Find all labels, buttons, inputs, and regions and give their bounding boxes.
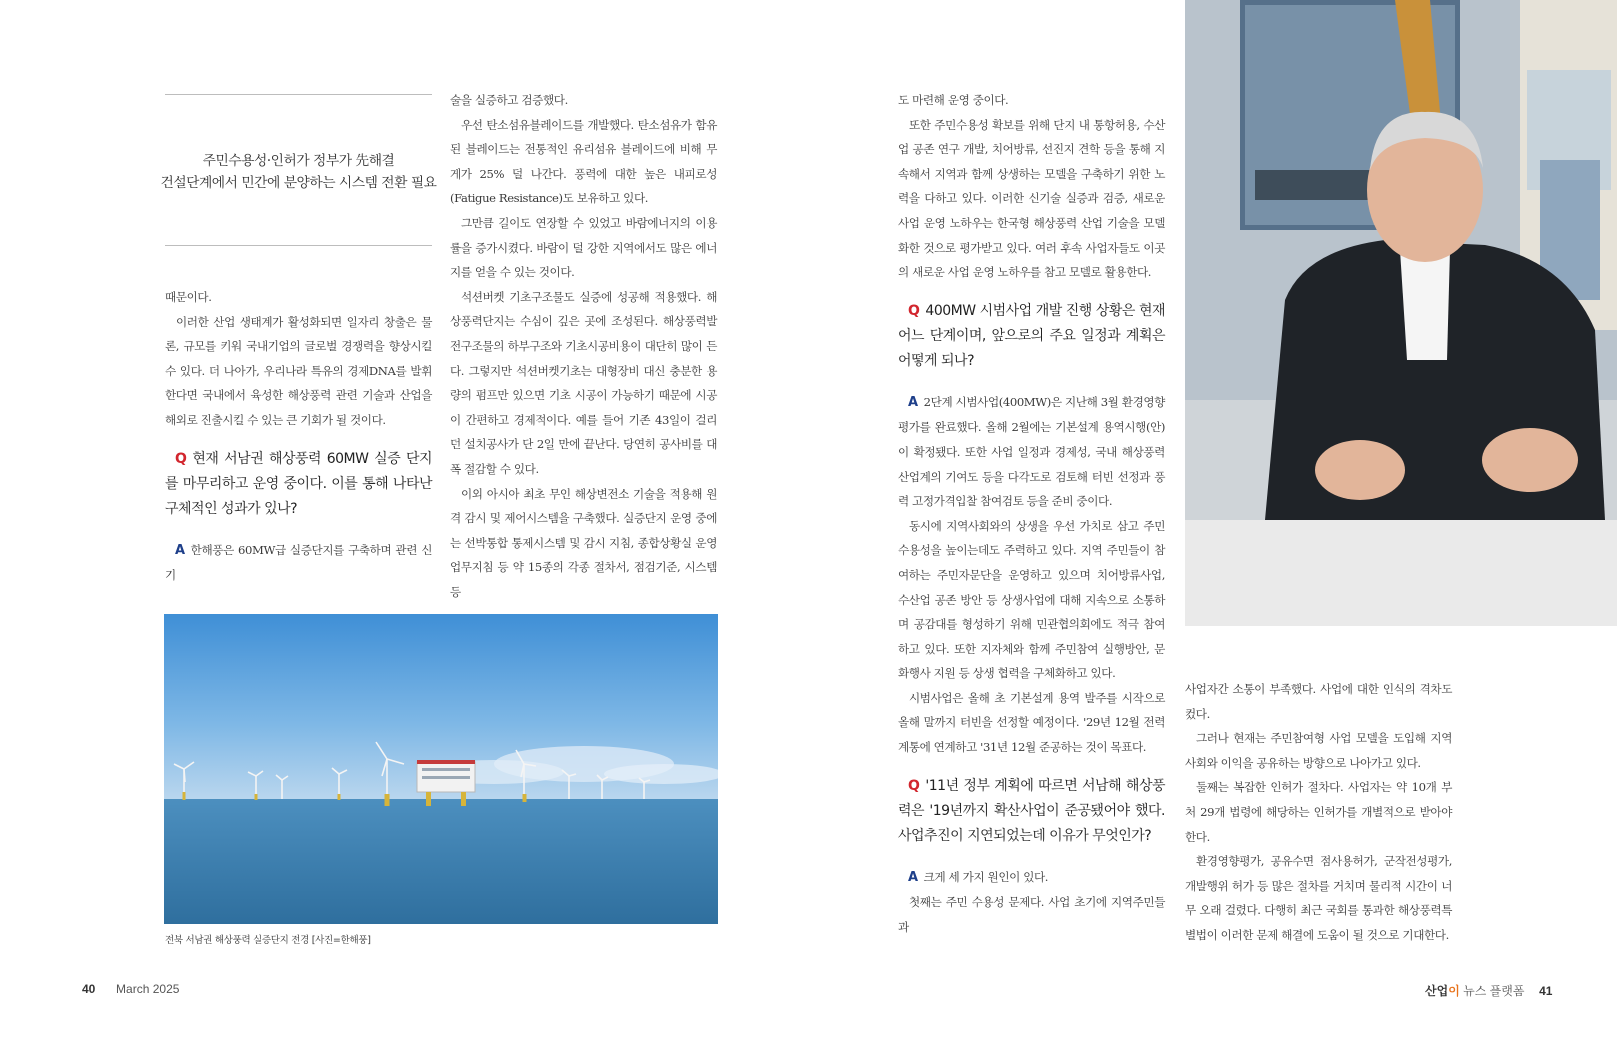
- article-column-1: [165, 285, 432, 588]
- answer: [165, 538, 432, 588]
- article-column-4: [1185, 677, 1452, 948]
- answer-text: 한해풍은 60MW급 실증단지를 구축하며 관련 신기: [165, 542, 432, 583]
- top-rule: [165, 94, 432, 95]
- paragraph: 석션버켓 기초구조물도 실증에 성공해 적용했다. 해상풍력단지는 수심이 깊은 곳에 조성된다. 해상풍력발전구조물의 하부구조와 기초시공비용이 대단히 많이 든다. 그렇지만 석션버켓기초는 대형장비 대신 충분한 용량의 펌프만 있으면 기초 시공이 가능하기 때문에 시공이 간편하고 경제적이다. 예를 들어 기존 43일이 걸리던 설치공사가 단 2일 만에 끝난다. 당연히 공사비를 대폭 절감할 수 있다.: [450, 289, 717, 476]
- answer-text: 2단계 시범사업(400MW)은 지난해 3월 환경영향평가를 완료했다. 올해 2월에는 기본설계 용역시행(안)이 확정됐다. 또한 사업 일정과 경제성, 국내 해상풍력 산업계의 기여도 등을 다각도로 검토해 터빈 선정과 풍력 고정가격입찰 참여검토 등을 준비 중이다.: [898, 394, 1165, 509]
- bottom-rule: [165, 245, 432, 246]
- paragraph: 첫째는 주민 수용성 문제다. 사업 초기에 지역주민들과: [898, 895, 1165, 934]
- paragraph: 도 마련해 운영 중이다.: [898, 93, 1009, 107]
- page-folio-left: [82, 982, 179, 996]
- paragraph: 때문이다.: [165, 290, 212, 304]
- paragraph: 술을 실증하고 검증했다.: [450, 93, 568, 107]
- paragraph: 이외 아시아 최초 무인 해상변전소 기술을 적용해 원격 감시 및 제어시스템을 구축했다. 실증단지 운영 중에는 선박통합 통제시스템 및 감시 지침, 종합상황실 운영업무지침 등 약 15종의 각종 절차서, 점검기준, 시스템 등: [450, 486, 717, 599]
- question: [898, 774, 1165, 849]
- answer: [898, 865, 1165, 891]
- pull-quote-line2: 건설단계에서 민간에 분양하는 시스템 전환 필요: [160, 175, 437, 191]
- wind-farm-photo: [164, 614, 718, 924]
- a-mark: A: [908, 394, 918, 410]
- pull-quote-line1: 주민수용성·인허가 정부가 先해결: [202, 153, 395, 169]
- paragraph: 둘째는 복잡한 인허가 절차다. 사업자는 약 10개 부처 29개 법령에 해당하는 인허가를 개별적으로 받아야 한다.: [1185, 780, 1452, 844]
- brand-tagline: 뉴스 플랫폼: [1463, 984, 1525, 998]
- photo-caption: 전북 서남권 해상풍력 실증단지 전경 [사진=한해풍]: [165, 935, 371, 946]
- interview-photo: [1185, 0, 1617, 626]
- page-folio-right: [1425, 982, 1552, 999]
- issue-month: March: [116, 982, 150, 996]
- article-column-2: [450, 88, 717, 604]
- paragraph: 그러나 현재는 주민참여형 사업 모델을 도입해 지역사회와 이익을 공유하는 방향으로 나아가고 있다.: [1185, 731, 1452, 770]
- q-mark: Q: [908, 777, 920, 794]
- answer-text: 크게 세 가지 원인이 있다.: [923, 869, 1049, 884]
- brand-logo: 산업이: [1425, 984, 1460, 998]
- paragraph: 사업자간 소통이 부족했다. 사업에 대한 인식의 격차도 컸다.: [1185, 682, 1452, 721]
- q-mark: Q: [175, 450, 187, 467]
- interviewee-illustration: [1185, 0, 1617, 626]
- page-number: 41: [1539, 984, 1553, 998]
- question-text: 400MW 시범사업 개발 진행 상황은 현재 어느 단계이며, 앞으로의 주요 일정과 계획은 어떻게 되나?: [898, 302, 1165, 369]
- paragraph: 이러한 산업 생태계가 활성화되면 일자리 창출은 물론, 규모를 키워 국내기업의 글로벌 경쟁력을 향상시킬 수 있다. 더 나아가, 우리나라 특유의 경제DNA를 발휘한다면 국내에서 육성한 해상풍력 관련 기술과 산업을 해외로 진출시킬 수 있는 큰 기회가 될 것이다.: [165, 314, 432, 427]
- paragraph: 동시에 지역사회와의 상생을 우선 가치로 삼고 주민수용성을 높이는데도 주력하고 있다. 지역 주민들이 참여하는 주민자문단을 운영하고 있으며 치어방류사업, 수산업 공존 방안 등 상생사업에 대해 지속으로 소통하며 공감대를 형성하기 위해 민관협의회에도 적극 참여하고 있다. 또한 지자체와 함께 주민참여 실행방안, 문화행사 지원 등 상생 협력을 구체화하고 있다.: [898, 518, 1165, 681]
- paragraph: 환경영향평가, 공유수면 점사용허가, 군작전성평가, 개발행위 허가 등 많은 절차를 거치며 물리적 시간이 너무 오래 걸렸다. 다행히 최근 국회를 통과한 해상풍력특별법이 이러한 문제 해결에 도움이 될 것으로 기대한다.: [1185, 854, 1452, 942]
- question: [165, 447, 432, 522]
- a-mark: A: [908, 869, 918, 885]
- pull-quote: [160, 150, 437, 194]
- question-text: '11년 정부 계획에 따르면 서남해 해상풍력은 '19년까지 확산사업이 준공됐어야 했다. 사업추진이 지연되었는데 이유가 무엇인가?: [898, 777, 1165, 844]
- issue-year: 2025: [152, 982, 180, 996]
- question-text: 현재 서남권 해상풍력 60MW 실증 단지를 마무리하고 운영 중이다. 이를 통해 나타난 구체적인 성과가 있나?: [165, 450, 432, 517]
- question: [898, 299, 1165, 374]
- answer: [898, 390, 1165, 514]
- paragraph: 시범사업은 올해 초 기본설계 용역 발주를 시작으로 올해 말까지 터빈을 선정할 예정이다. '29년 12월 전력계통에 연계하고 '31년 12월 준공하는 것이 목표다.: [898, 690, 1165, 755]
- wind-farm-illustration: [164, 614, 718, 924]
- paragraph: 그만큼 길이도 연장할 수 있었고 바람에너지의 이용률을 증가시켰다. 바람이 덜 강한 지역에서도 많은 에너지를 얻을 수 있는 것이다.: [450, 215, 717, 280]
- page-number: 40: [82, 982, 96, 996]
- article-column-3: [898, 88, 1165, 939]
- q-mark: Q: [908, 302, 920, 319]
- paragraph: 우선 탄소섬유블레이드를 개발했다. 탄소섬유가 함유된 블레이드는 전통적인 유리섬유 블레이드에 비해 무게가 25% 덜 나간다. 풍력에 대한 높은 내피로성(Fatigue Resistance)도 보유하고 있다.: [450, 117, 717, 206]
- paragraph: 또한 주민수용성 확보를 위해 단지 내 통항허용, 수산업 공존 연구 개발, 치어방류, 선진지 견학 등을 통해 지속해서 지역과 함께 상생하는 모델을 구축하기 위한 노력을 다하고 있다. 이러한 신기술 실증과 검증, 새로운 사업 운영 노하우는 한국형 해상풍력 산업 기술을 모델화한 것으로 평가받고 있다. 여러 후속 사업자들도 이곳의 새로운 사업 운영 노하우를 참고 모델로 활용한다.: [898, 117, 1165, 280]
- a-mark: A: [175, 542, 185, 558]
